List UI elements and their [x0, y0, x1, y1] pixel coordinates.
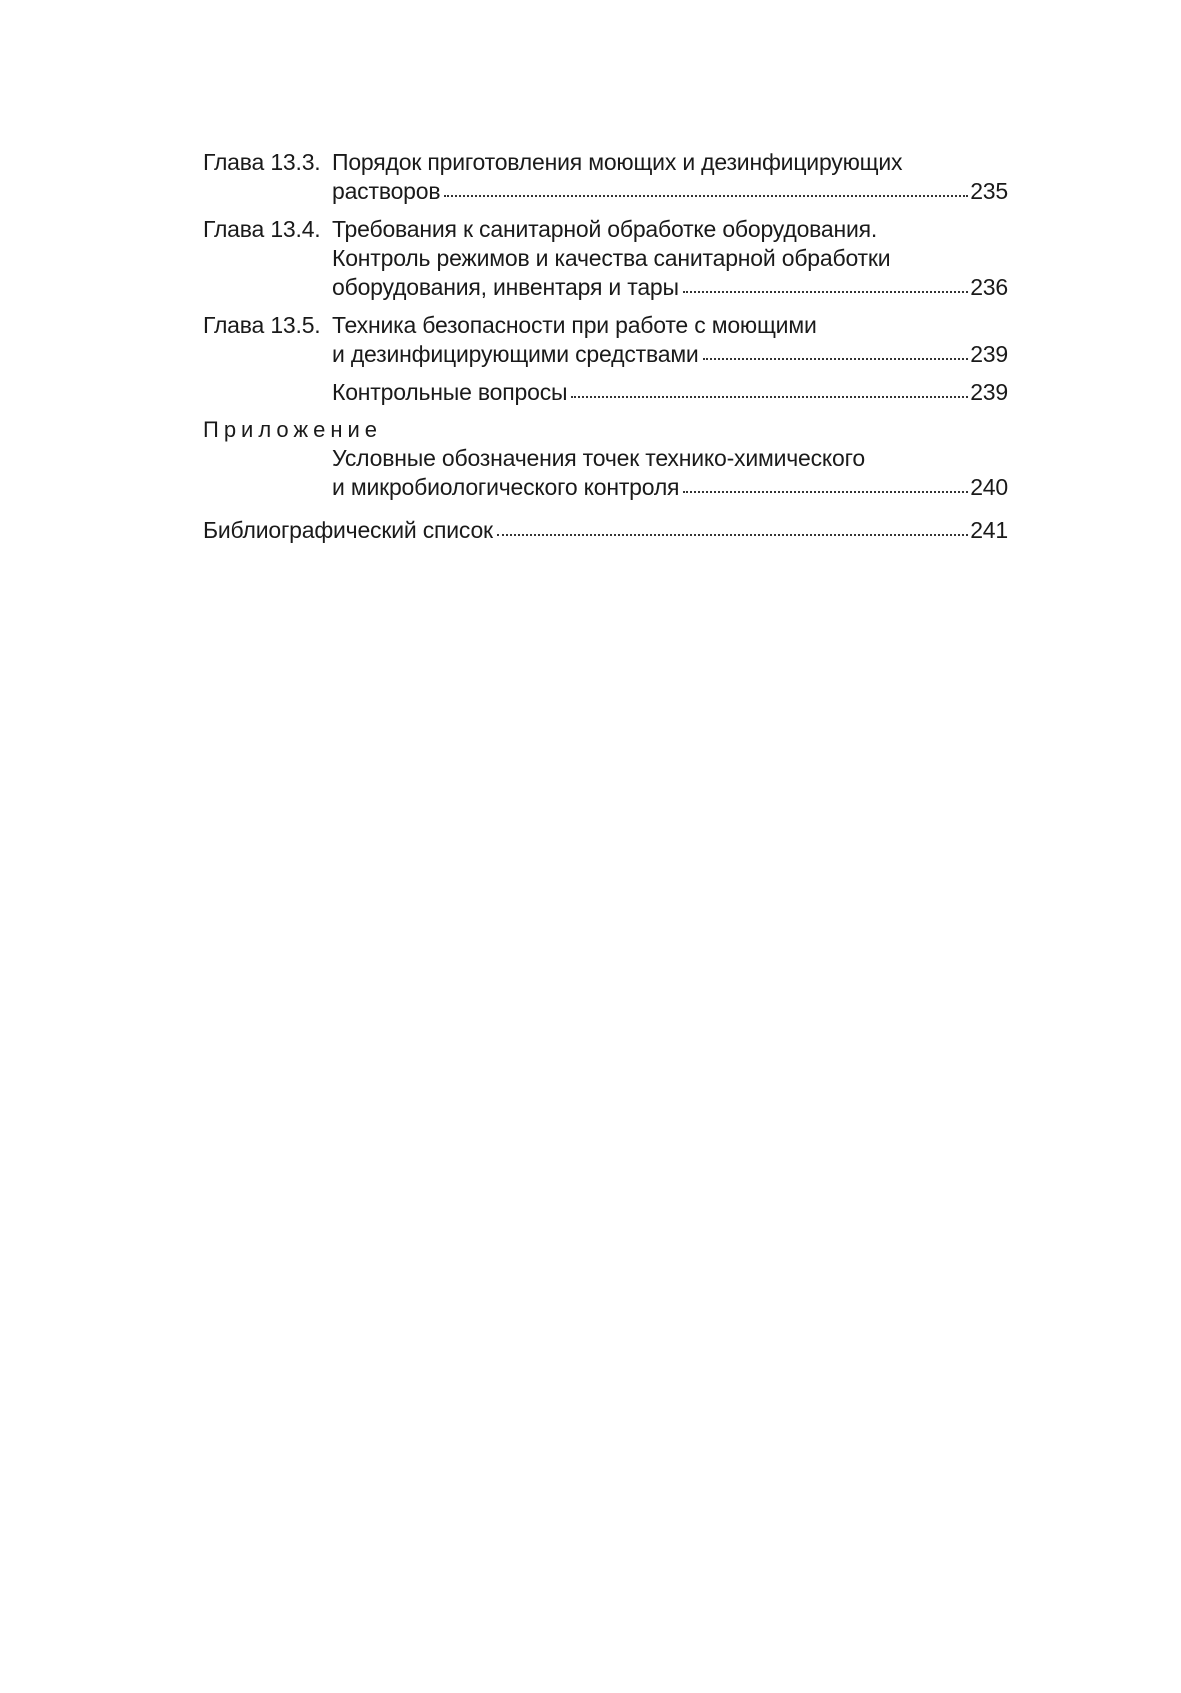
toc-entry-13-4 — [203, 215, 1008, 302]
entry-leader-line — [332, 378, 1008, 407]
entry-body — [332, 148, 1008, 206]
table-of-contents — [203, 148, 1008, 545]
appendix-heading: Приложение — [203, 417, 383, 442]
entry-line: Контроль режимов и качества санитарной обработки — [332, 245, 891, 271]
entry-leader-line — [332, 340, 1008, 369]
entry-line-last: оборудования, инвентаря и тары — [332, 274, 679, 300]
entry-body — [332, 378, 1008, 407]
chapter-number: Глава 13.4. — [203, 216, 321, 242]
entry-line-last: и микробиологического контроля — [332, 474, 680, 500]
dot-leader — [497, 518, 968, 538]
entry-line-last: Контрольные вопросы — [332, 379, 568, 405]
dot-leader — [683, 475, 968, 495]
entry-line-last: и дезинфицирующими средствами — [332, 341, 699, 367]
entry-line: Техника безопасности при работе с моющими — [332, 312, 817, 338]
page-number: 239 — [970, 341, 1008, 367]
dot-leader — [444, 179, 968, 199]
toc-entry-control-questions — [203, 378, 1008, 407]
entry-body — [332, 215, 1008, 302]
bibliography-label: Библиографический список — [203, 517, 493, 543]
entry-line-last: растворов — [332, 178, 441, 204]
page-number: 235 — [970, 178, 1008, 204]
dot-leader — [571, 380, 968, 400]
toc-entry-13-3 — [203, 148, 1008, 206]
toc-entry-13-5 — [203, 311, 1008, 369]
page-number: 239 — [970, 379, 1008, 405]
page-number: 240 — [970, 474, 1008, 500]
entry-leader-line — [332, 273, 1008, 302]
entry-leader-line — [332, 473, 1008, 502]
entry-leader-line — [332, 177, 1008, 206]
dot-leader — [703, 342, 969, 362]
entry-line: Порядок приготовления моющих и дезинфицирующих — [332, 149, 903, 175]
chapter-number: Глава 13.5. — [203, 312, 321, 338]
chapter-number-empty — [203, 378, 332, 407]
page-number: 236 — [970, 274, 1008, 300]
appendix-entry — [332, 444, 1008, 502]
toc-entry-bibliography — [203, 516, 1008, 545]
entry-line: Требования к санитарной обработке оборудования. — [332, 216, 878, 242]
entry-line: Условные обозначения точек технико-химического — [332, 445, 865, 471]
chapter-number: Глава 13.3. — [203, 149, 321, 175]
entry-body — [332, 311, 1008, 369]
page-number: 241 — [970, 517, 1008, 543]
dot-leader — [683, 275, 968, 295]
